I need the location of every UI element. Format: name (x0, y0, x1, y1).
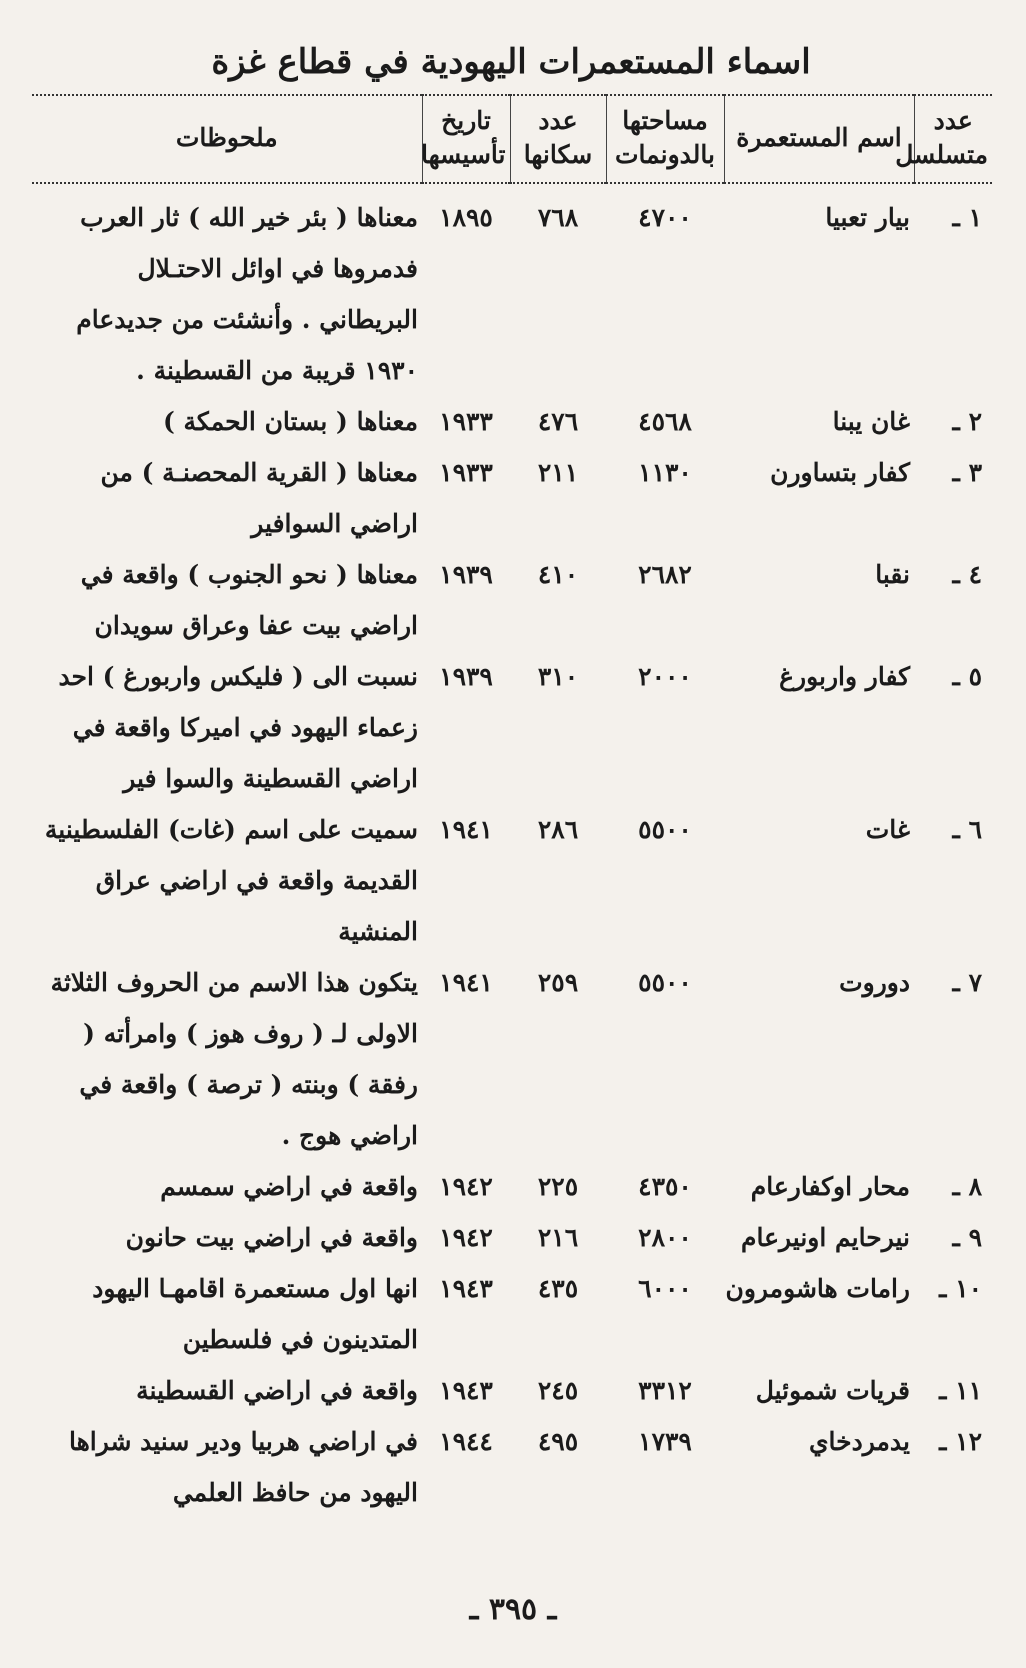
cell-area: ٤٣٥٠ (638, 1172, 692, 1201)
table-row (32, 1263, 992, 1365)
cell-area: ١٧٣٩ (638, 1427, 692, 1456)
cell-name: غان يبنا (832, 407, 910, 436)
table-row (32, 651, 992, 804)
settlements-table (32, 94, 992, 1518)
cell-notes: نسبت الى ( فليكس واربورغ ) احد زعماء اليهود في اميركا واقعة في اراضي القسطينة والسوا فير (58, 662, 418, 793)
header-founded: تاريخ تأسيسها (422, 95, 510, 183)
cell-area: ٥٥٠٠ (638, 968, 692, 997)
header-name: اسم المستعمرة (724, 95, 914, 183)
cell-notes: سميت على اسم (غات) الفلسطينية القديمة واقعة في اراضي عراق المنشية (44, 815, 418, 946)
table-body (32, 183, 992, 1518)
cell-population: ٣١٠ (537, 662, 579, 691)
cell-name: نقبا (875, 560, 910, 589)
cell-population: ٢٥٩ (537, 968, 579, 997)
table-row (32, 1212, 992, 1263)
cell-founded: ١٩٤٣ (439, 1274, 493, 1303)
cell-founded: ١٨٩٥ (439, 203, 493, 232)
cell-serial: ١٢ ـ (939, 1427, 982, 1456)
cell-serial: ٥ ـ (952, 662, 982, 691)
cell-name: بيار تعبيا (825, 203, 910, 232)
cell-founded: ١٩٤٢ (439, 1172, 493, 1201)
cell-serial: ١١ ـ (939, 1376, 982, 1405)
header-notes: ملحوظات (32, 95, 422, 183)
table-header (32, 95, 992, 183)
cell-name: غات (865, 815, 910, 844)
cell-area: ١١٣٠ (638, 458, 692, 487)
cell-area: ٣٣١٢ (638, 1376, 692, 1405)
cell-notes: واقعة في اراضي سمسم (160, 1172, 418, 1201)
cell-population: ٢٨٦ (537, 815, 579, 844)
header-serial: عدد متسلسل (914, 95, 992, 183)
cell-serial: ٧ ـ (952, 968, 982, 997)
table-row (32, 1365, 992, 1416)
cell-population: ٤١٠ (537, 560, 579, 589)
cell-founded: ١٩٣٩ (439, 662, 493, 691)
table-row (32, 396, 992, 447)
table-row (32, 804, 992, 957)
header-area: مساحتها بالدونمات (606, 95, 724, 183)
cell-serial: ٣ ـ (952, 458, 982, 487)
cell-notes: يتكون هذا الاسم من الحروف الثلاثة الاولى لـ ( روف هوز ) وامرأته ( رفقة ) وبنته ( ترصة ) واقعة في اراضي هوج . (50, 968, 418, 1150)
cell-name: كفار بتساورن (770, 458, 910, 487)
cell-serial: ٢ ـ (952, 407, 982, 436)
cell-population: ٤٣٥ (537, 1274, 579, 1303)
cell-population: ٧٦٨ (537, 203, 579, 232)
cell-population: ٢٢٥ (537, 1172, 579, 1201)
cell-name: رامات هاشومرون (725, 1274, 910, 1303)
cell-notes: معناها ( بئر خير الله ) ثار العرب فدمروها في اوائل الاحتـلال البريطاني . وأنشئت من جديدعام ١٩٣٠ قريبة من القسطينة . (76, 203, 418, 385)
table-row (32, 1416, 992, 1518)
cell-serial: ١ ـ (952, 203, 982, 232)
cell-founded: ١٩٤٤ (439, 1427, 493, 1456)
cell-founded: ١٩٣٩ (439, 560, 493, 589)
cell-serial: ٩ ـ (952, 1223, 982, 1252)
cell-area: ٢٨٠٠ (638, 1223, 692, 1252)
cell-serial: ٦ ـ (952, 815, 982, 844)
cell-name: يدمردخاي (808, 1427, 910, 1456)
cell-founded: ١٩٤٢ (439, 1223, 493, 1252)
cell-notes: معناها ( نحو الجنوب ) واقعة في اراضي بيت عفا وعراق سويدان (80, 560, 418, 640)
table-row (32, 183, 992, 396)
cell-population: ٤٩٥ (537, 1427, 579, 1456)
cell-name: كفار واربورغ (779, 662, 910, 691)
cell-population: ٤٧٦ (537, 407, 579, 436)
cell-area: ٤٧٠٠ (638, 203, 692, 232)
cell-area: ٥٥٠٠ (638, 815, 692, 844)
header-row (32, 95, 992, 183)
cell-notes: معناها ( القرية المحصنـة ) من اراضي السوافير (100, 458, 418, 538)
cell-area: ٦٠٠٠ (638, 1274, 692, 1303)
cell-name: دوروت (839, 968, 910, 997)
cell-population: ٢٤٥ (537, 1376, 579, 1405)
table-row (32, 549, 992, 651)
cell-founded: ١٩٤١ (439, 815, 493, 844)
cell-notes: في اراضي هربيا ودير سنيد شراها اليهود من حافظ العلمي (68, 1427, 418, 1507)
cell-serial: ٨ ـ (952, 1172, 982, 1201)
cell-area: ٢٦٨٢ (638, 560, 692, 589)
cell-area: ٤٥٦٨ (638, 407, 692, 436)
cell-serial: ٤ ـ (952, 560, 982, 589)
table-row (32, 1161, 992, 1212)
cell-notes: معناها ( بستان الحمكة ) (162, 407, 418, 436)
cell-founded: ١٩٤٣ (439, 1376, 493, 1405)
cell-name: محار اوكفارعام (750, 1172, 910, 1201)
page-title: اسماء المستعمرات اليهودية في قطاع غزة (211, 42, 811, 82)
header-population: عدد سكانها (510, 95, 606, 183)
cell-serial: ١٠ ـ (939, 1274, 982, 1303)
cell-name: نيرحايم اونيرعام (741, 1223, 910, 1252)
cell-founded: ١٩٤١ (439, 968, 493, 997)
cell-population: ٢١١ (537, 458, 579, 487)
cell-founded: ١٩٣٣ (439, 458, 493, 487)
cell-area: ٢٠٠٠ (638, 662, 692, 691)
page-number: ـ ٣٩٥ ـ (469, 1592, 557, 1627)
table-row (32, 957, 992, 1161)
cell-notes: واقعة في اراضي بيت حانون (125, 1223, 418, 1252)
cell-notes: واقعة في اراضي القسطينة (136, 1376, 418, 1405)
cell-notes: انها اول مستعمرة اقامهـا اليهود المتدينون في فلسطين (92, 1274, 418, 1354)
cell-founded: ١٩٣٣ (439, 407, 493, 436)
table-row (32, 447, 992, 549)
cell-population: ٢١٦ (537, 1223, 579, 1252)
cell-name: قريات شموئيل (755, 1376, 910, 1405)
